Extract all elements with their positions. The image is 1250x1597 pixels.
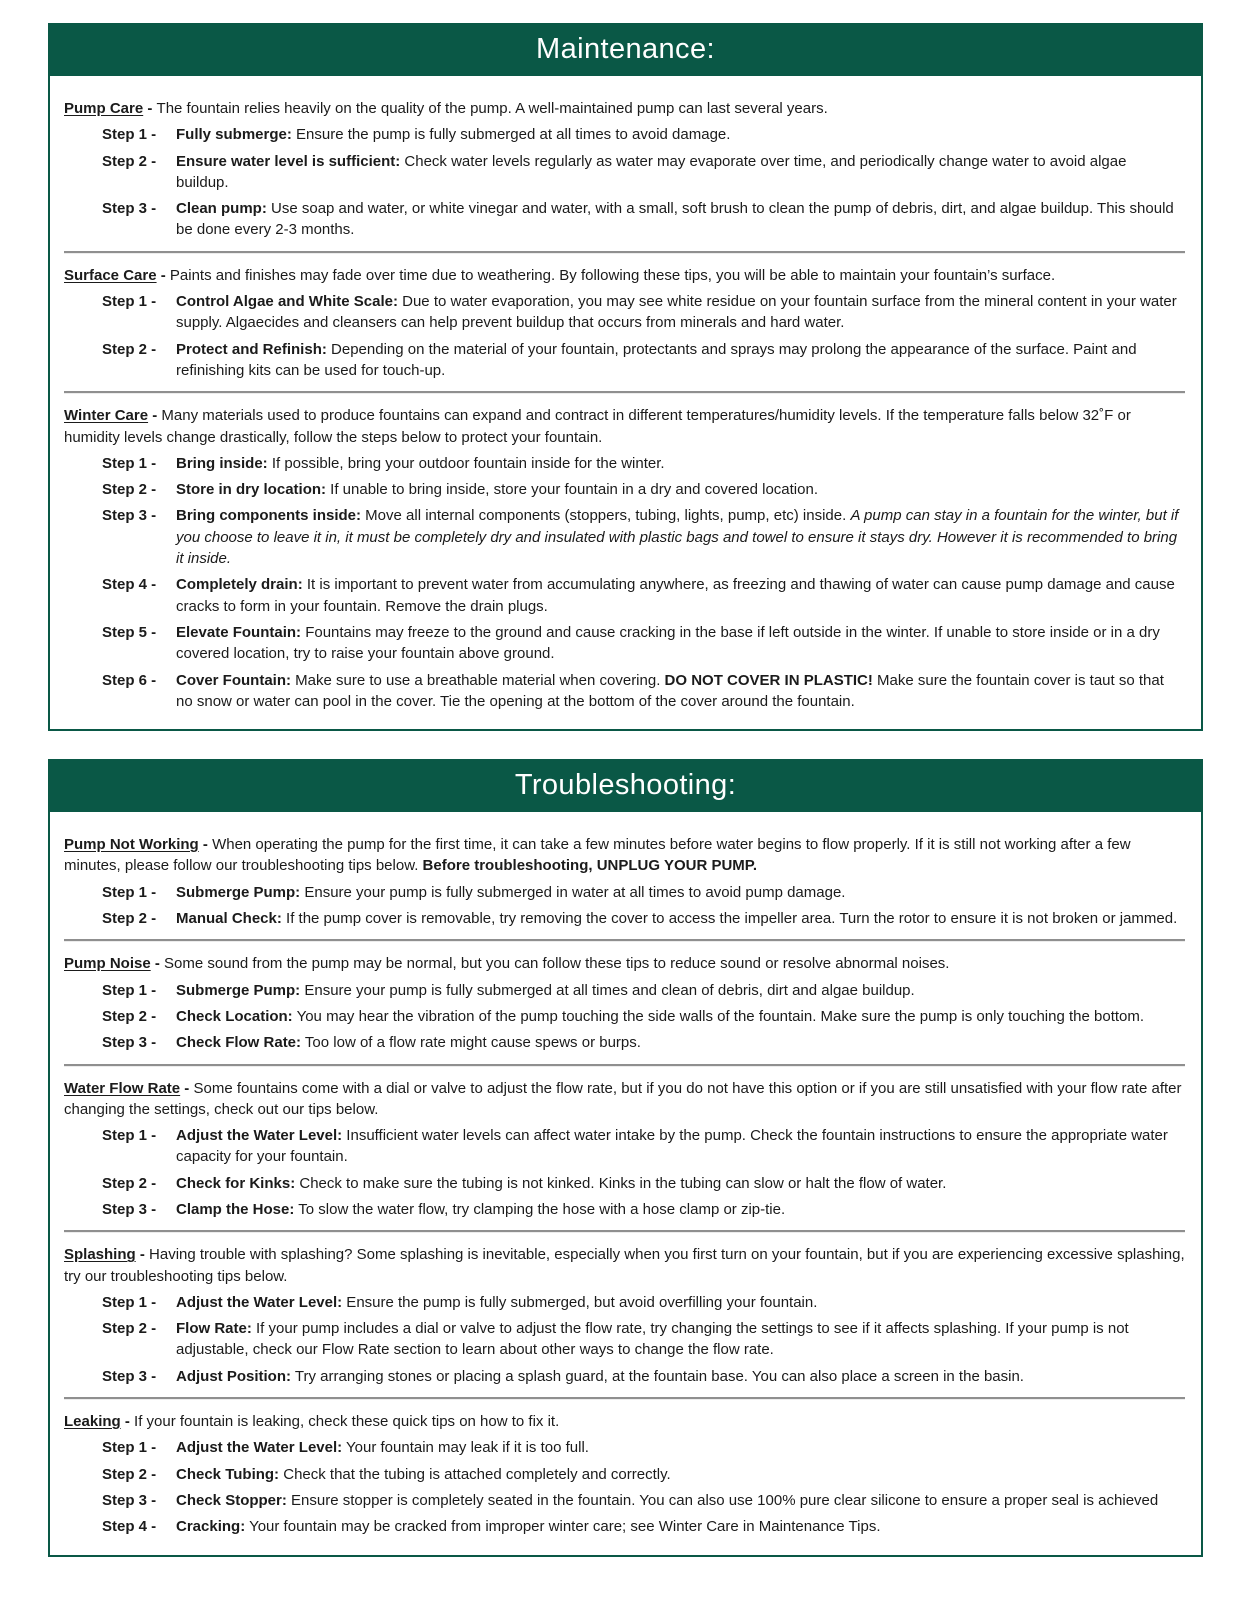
step-row — [102, 1437, 1183, 1458]
topic-intro — [64, 1244, 1185, 1287]
step-number: Step 4 - — [102, 1518, 157, 1536]
text-segment: Before troubleshooting, UNPLUG YOUR PUMP. — [422, 857, 758, 875]
step-text — [174, 908, 1183, 929]
step-number: Step 2 - — [102, 1007, 157, 1025]
text-segment: Having trouble with splashing? Some splashing is inevitable, especially when you first turn on your fountain, but if you are experiencing excessive splashing, try our troubleshooting tips below. — [64, 1246, 1185, 1285]
maintenance-blocks — [50, 76, 1201, 729]
text-segment: Your fountain may be cracked from improper winter care; see Winter Care in Maintenance Tips. — [245, 1518, 881, 1536]
step-number: Step 2 - — [102, 1465, 157, 1483]
text-segment: Store in dry location: — [176, 481, 327, 499]
step-text — [174, 882, 1183, 903]
step-row — [102, 198, 1183, 241]
topic-intro — [64, 953, 1185, 974]
text-segment: Elevate Fountain: — [176, 623, 302, 641]
topic-divider — [64, 251, 1185, 254]
text-segment: Due to water evaporation, you may see white residue on your fountain surface from the mineral content in your water supply. Algaecides and cleansers can help prevent buildup that occurs from minerals and hard water. — [176, 293, 1177, 332]
step-text — [174, 124, 1183, 145]
troubleshooting-title: Troubleshooting: — [50, 761, 1201, 812]
text-segment: - — [143, 100, 157, 117]
text-segment: Try arranging stones or placing a splash guard, at the fountain base. You can also place a screen in the basin. — [291, 1367, 1024, 1385]
step-number: Step 1 - — [102, 1127, 157, 1145]
step-text — [174, 980, 1183, 1001]
text-segment: Cover Fountain: — [176, 671, 291, 689]
maintenance-title: Maintenance: — [50, 25, 1201, 76]
step-text — [174, 1490, 1183, 1511]
text-segment: Flow Rate: — [176, 1320, 252, 1338]
step-number: Step 5 - — [102, 623, 157, 641]
step-row — [102, 1199, 1183, 1220]
step-number: Step 4 - — [102, 576, 157, 594]
text-segment: - — [198, 836, 213, 854]
step-number: Step 1 - — [102, 126, 157, 144]
troubleshooting-blocks — [50, 812, 1201, 1554]
text-segment: Ensure the pump is fully submerged, but avoid overfilling your fountain. — [342, 1293, 818, 1311]
text-segment: Submerge Pump: — [176, 981, 301, 999]
step-text — [174, 1366, 1183, 1387]
topic-divider — [64, 391, 1185, 394]
text-segment: Check water levels regularly as water may evaporate over time, and periodically change water to avoid algae buildup. — [176, 152, 1127, 191]
text-segment: If your pump includes a dial or valve to adjust the flow rate, try changing the settings to see if it affects splashing. If your pump is not adjustable, check our Flow Rate section to learn about other ways to change the flow rate. — [176, 1320, 1129, 1359]
step-text — [174, 291, 1183, 334]
step-number: Step 1 - — [102, 1293, 157, 1311]
text-segment: - — [148, 407, 162, 425]
maintenance-section — [48, 23, 1203, 731]
topic-heading: Winter Care — [64, 407, 149, 425]
step-number: Step 3 - — [102, 200, 157, 218]
step-text — [174, 198, 1183, 241]
topic-intro — [64, 1411, 1185, 1432]
text-segment: Fully submerge: — [176, 126, 292, 144]
step-number: Step 1 - — [102, 1439, 157, 1457]
step-number: Step 3 - — [102, 1367, 157, 1385]
step-row — [102, 1318, 1183, 1361]
step-row — [102, 1292, 1183, 1313]
topic-heading: Pump Not Working — [64, 836, 199, 854]
text-segment: Ensure your pump is fully submerged in water at all times to avoid pump damage. — [300, 883, 846, 901]
topic-heading: Water Flow Rate — [64, 1079, 181, 1097]
text-segment: If the pump cover is removable, try removing the cover to access the impeller area. Turn the rotor to ensure it is not broken or jammed. — [281, 910, 1178, 928]
step-text — [174, 1318, 1183, 1361]
step-text — [174, 1437, 1183, 1458]
step-row — [102, 1366, 1183, 1387]
step-row — [102, 908, 1183, 929]
text-segment: Protect and Refinish: — [176, 340, 327, 358]
step-text — [174, 574, 1183, 617]
text-segment: Some fountains come with a dial or valve to adjust the flow rate, but if you do not have this option or if you are still unsatisfied with your flow rate after changing the settings, check out our tips below. — [64, 1079, 1182, 1118]
text-segment: If unable to bring inside, store your fountain in a dry and covered location. — [326, 481, 818, 499]
text-segment: Ensure the pump is fully submerged at all times to avoid damage. — [291, 126, 731, 144]
step-text — [174, 505, 1183, 569]
topic-intro — [64, 1078, 1185, 1121]
topic-heading: Splashing — [64, 1246, 136, 1264]
text-segment: Check Location: — [176, 1007, 293, 1025]
text-segment: A pump can stay in a fountain for the winter, but if you choose to leave it in, it must be completely dry and insulated with plastic bags and towel to ensure it stays dry. However it is recommended to bring it inside. — [176, 507, 1179, 568]
step-number: Step 2 - — [102, 481, 157, 499]
text-segment: Completely drain: — [176, 576, 303, 594]
text-segment: - — [180, 1079, 194, 1097]
text-segment: - — [156, 266, 170, 284]
topic-divider — [64, 1064, 1185, 1067]
topic-heading: Surface Care — [64, 266, 157, 284]
text-segment: Adjust the Water Level: — [176, 1439, 343, 1457]
text-segment: Submerge Pump: — [176, 883, 301, 901]
step-number: Step 1 - — [102, 981, 157, 999]
text-segment: Check Flow Rate: — [176, 1034, 302, 1052]
step-row — [102, 124, 1183, 145]
step-row — [102, 882, 1183, 903]
topic-intro — [64, 834, 1185, 877]
text-segment: Clamp the Hose: — [176, 1200, 295, 1218]
step-number: Step 3 - — [102, 1491, 157, 1509]
step-number: Step 2 - — [102, 152, 157, 170]
step-row — [102, 574, 1183, 617]
step-text — [174, 1292, 1183, 1313]
step-text — [174, 1516, 1183, 1537]
step-text — [174, 1125, 1183, 1168]
text-segment: Manual Check: — [176, 910, 282, 928]
step-row — [102, 339, 1183, 382]
text-segment: To slow the water flow, try clamping the hose with a hose clamp or zip-tie. — [294, 1200, 786, 1218]
step-row — [102, 622, 1183, 665]
topic-intro — [64, 405, 1185, 448]
step-number: Step 2 - — [102, 910, 157, 928]
topic-divider — [64, 939, 1185, 942]
text-segment: It is important to prevent water from accumulating anywhere, as freezing and thawing of water can cause pump damage and cause cracks to form in your fountain. Remove the drain plugs. — [176, 576, 1175, 615]
step-text — [174, 1464, 1183, 1485]
text-segment: Paints and finishes may fade over time due to weathering. By following these tips, you will be able to maintain your fountain’s surface. — [169, 266, 1056, 284]
step-row — [102, 1006, 1183, 1027]
text-segment: Make sure to use a breathable material when covering. — [291, 671, 665, 689]
text-segment: Ensure stopper is completely seated in the fountain. You can also use 100% pure clear silicone to ensure a proper seal is achieved — [286, 1491, 1159, 1509]
step-number: Step 2 - — [102, 1320, 157, 1338]
step-number: Step 3 - — [102, 507, 157, 525]
step-row — [102, 1490, 1183, 1511]
step-number: Step 1 - — [102, 883, 157, 901]
topic-intro — [64, 265, 1185, 286]
text-segment: If possible, bring your outdoor fountain inside for the winter. — [267, 454, 665, 472]
text-segment: Check to make sure the tubing is not kinked. Kinks in the tubing can slow or halt the flow of water. — [295, 1174, 947, 1192]
text-segment: Bring inside: — [176, 454, 268, 472]
text-segment: Depending on the material of your fountain, protectants and sprays may prolong the appearance of the surface. Paint and refinishing kits can be used for touch-up. — [176, 340, 1137, 379]
step-row — [102, 1125, 1183, 1168]
topic-heading: Pump Care — [64, 100, 144, 117]
step-text — [174, 151, 1183, 194]
text-segment: The fountain relies heavily on the quality of the pump. A well-maintained pump can last several years. — [156, 100, 828, 117]
troubleshooting-section — [48, 759, 1203, 1556]
text-segment: Control Algae and White Scale: — [176, 293, 398, 311]
text-segment: Check Tubing: — [176, 1465, 280, 1483]
step-text — [174, 1006, 1183, 1027]
topic-heading: Leaking — [64, 1413, 121, 1431]
step-text — [174, 453, 1183, 474]
step-row — [102, 1464, 1183, 1485]
text-segment: When operating the pump for the first time, it can take a few minutes before water begins to flow properly. If it is still not working after a few minutes, please follow our troubleshooting tips below. — [64, 836, 1131, 875]
text-segment: Adjust Position: — [176, 1367, 291, 1385]
text-segment: - — [150, 955, 165, 973]
step-text — [174, 479, 1183, 500]
text-segment: Check that the tubing is attached completely and correctly. — [279, 1465, 671, 1483]
text-segment: Many materials used to produce fountains can expand and contract in different temperatures/humidity levels. If the temperature falls below 32˚F or humidity levels change drastically, follow the steps below to protect your fountain. — [64, 407, 1131, 446]
text-segment: Ensure your pump is fully submerged at all times and clean of debris, dirt and algae buildup. — [300, 981, 915, 999]
text-segment: Fountains may freeze to the ground and cause cracking in the base if left outside in the winter. If unable to store inside or in a dry covered location, try to raise your fountain above ground. — [176, 623, 1160, 663]
step-text — [174, 622, 1183, 665]
step-number: Step 3 - — [102, 1034, 157, 1052]
step-number: Step 6 - — [102, 671, 157, 689]
step-row — [102, 291, 1183, 334]
topic-divider — [64, 1230, 1185, 1233]
text-segment: Your fountain may leak if it is too full. — [342, 1439, 589, 1457]
step-number: Step 2 - — [102, 1174, 157, 1192]
step-text — [174, 1173, 1183, 1194]
text-segment: Check Stopper: — [176, 1491, 287, 1509]
text-segment: Some sound from the pump may be normal, but you can follow these tips to reduce sound or resolve abnormal noises. — [164, 955, 950, 973]
step-number: Step 3 - — [102, 1200, 157, 1218]
step-row — [102, 980, 1183, 1001]
text-segment: Use soap and water, or white vinegar and water, with a small, soft brush to clean the pump of debris, dirt, and algae buildup. This should be done every 2-3 months. — [176, 200, 1174, 239]
step-text — [174, 1032, 1183, 1053]
text-segment: Move all internal components (stoppers, tubing, lights, pump, etc) inside. — [361, 507, 851, 525]
text-segment: - — [135, 1246, 150, 1264]
step-row — [102, 1032, 1183, 1053]
step-number: Step 1 - — [102, 293, 157, 311]
text-segment: Cracking: — [176, 1518, 246, 1536]
text-segment: Ensure water level is sufficient: — [176, 152, 401, 170]
text-segment: Adjust the Water Level: — [176, 1127, 343, 1145]
step-number: Step 1 - — [102, 454, 157, 472]
topic-intro — [64, 98, 1185, 119]
text-segment: - — [120, 1413, 135, 1431]
text-segment: You may hear the vibration of the pump touching the side walls of the fountain. Make sure the pump is only touching the bottom. — [292, 1007, 1145, 1025]
topic-heading: Pump Noise — [64, 955, 151, 973]
text-segment: Too low of a flow rate might cause spews or burps. — [301, 1034, 641, 1052]
step-row — [102, 453, 1183, 474]
step-row — [102, 151, 1183, 194]
text-segment: Make sure the fountain cover is taut so that no snow or water can pool in the cover. Tie the opening at the bottom of the cover around the fountain. — [176, 671, 1164, 710]
step-row — [102, 1516, 1183, 1537]
text-segment: Bring components inside: — [176, 507, 362, 525]
step-number: Step 2 - — [102, 340, 157, 358]
step-text — [174, 670, 1183, 713]
text-segment: Adjust the Water Level: — [176, 1293, 343, 1311]
step-text — [174, 339, 1183, 382]
text-segment: Insufficient water levels can affect water intake by the pump. Check the fountain instructions to ensure the appropriate water capacity for your fountain. — [176, 1127, 1168, 1166]
text-segment: Clean pump: — [176, 200, 267, 218]
text-segment: Check for Kinks: — [176, 1174, 296, 1192]
text-segment: DO NOT COVER IN PLASTIC! — [664, 671, 873, 689]
step-row — [102, 670, 1183, 713]
text-segment: If your fountain is leaking, check these quick tips on how to fix it. — [134, 1413, 560, 1431]
step-text — [174, 1199, 1183, 1220]
step-row — [102, 1173, 1183, 1194]
topic-divider — [64, 1397, 1185, 1400]
step-row — [102, 479, 1183, 500]
step-row — [102, 505, 1183, 569]
